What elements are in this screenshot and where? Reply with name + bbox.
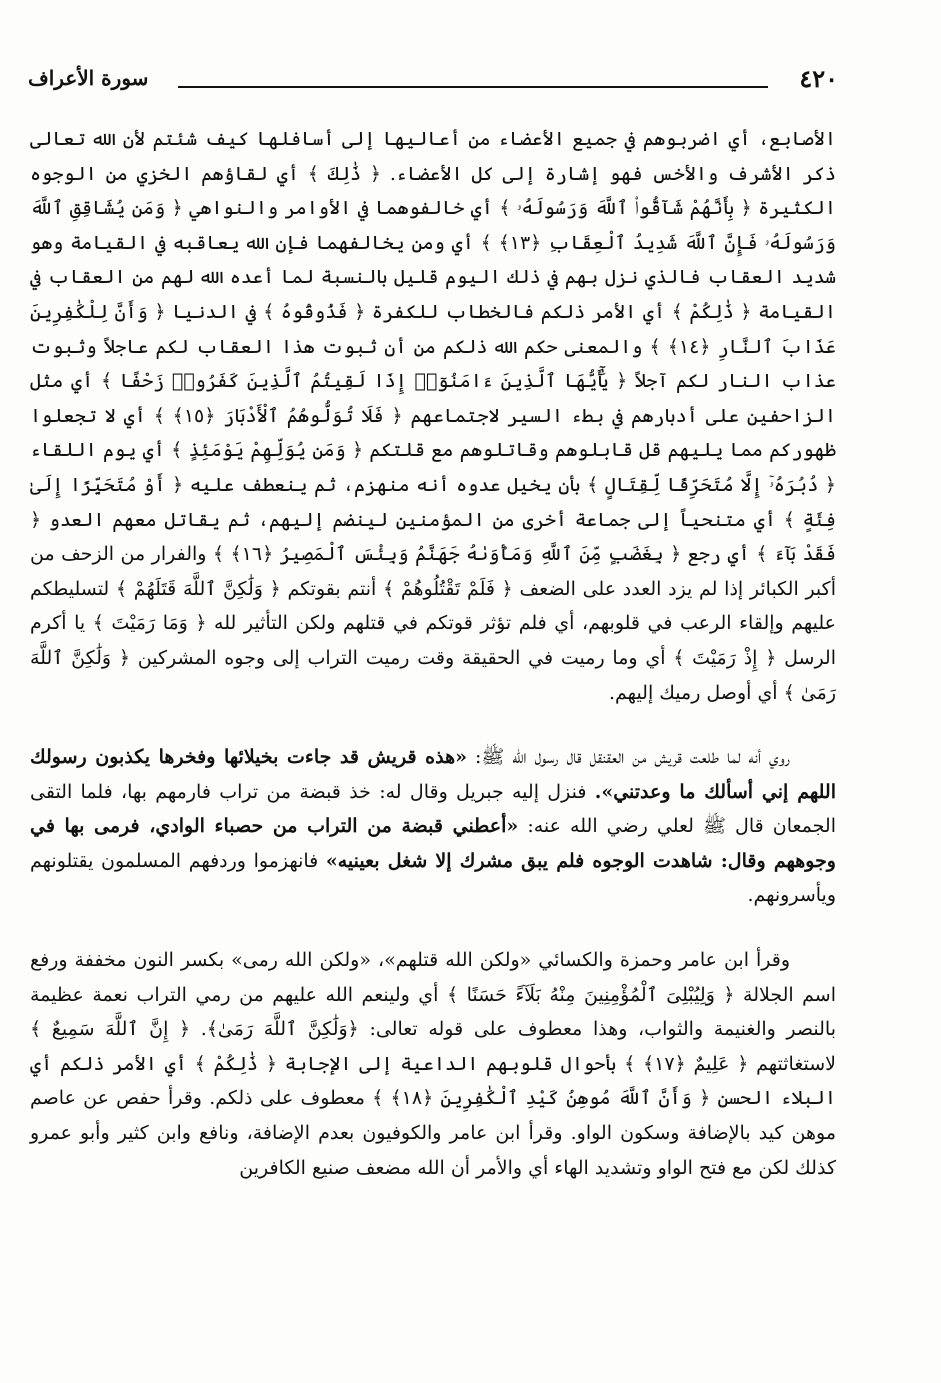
hadith-quote-1: «هذه قريش قد جاءت بخيلائها وفخرها يكذبون رسولك اللهم إني أسألك ما وعدتني». [30, 746, 836, 803]
narration-intro: روي أنه لما طلعت قريش من العقنقل قال رسول الله ﷺ: [466, 746, 790, 769]
page-header [28, 62, 838, 96]
header-divider [178, 86, 768, 88]
paragraph-commentary-verses: الأصابع، أي اضربوهم في جميع الأعضاء من أعاليها إلى أسافلها كيف شئتم لأن الله تعالى ذكر الأشرف والأخس فهو إشارة إلى كل الأعضاء. ﴿ ذَٰلِكَ ﴾ أي لقاؤهم الخزي من الوجوه الكثيرة ﴿ بِأَنَّهُمْ شَآقُّوا۟ ٱللَّهَ وَرَسُولَهُۥ ﴾ أي خالفوهما في الأوامر والنواهي ﴿ وَمَن يُشَاقِقِ ٱللَّهَ وَرَسُولَهُۥ فَإِنَّ ٱللَّهَ شَدِيدُ ٱلْعِقَابِ ﴿١٣﴾ ﴾ أي ومن يخالفهما فإن الله يعاقبه في القيامة وهو شديد العقاب فالذي نزل بهم في ذلك اليوم قليل بالنسبة لما أعده الله لهم من العقاب في القيامة ﴿ ذَٰلِكُمْ ﴾ أي الأمر ذلكم فالخطاب للكفرة ﴿ فَذُوقُوهُ ﴾ في الدنيا ﴿ وَأَنَّ لِلْكَٰفِرِينَ عَذَابَ ٱلنَّارِ ﴿١٤﴾ ﴾ والمعنى حكم الله ذلكم من أن ثبوت هذا العقاب لكم عاجلاً وثبوت عذاب النار لكم آجلاً ﴿ يَٰٓأَيُّهَا ٱلَّذِينَ ءَامَنُوٓا۟ إِذَا لَقِيتُمُ ٱلَّذِينَ كَفَرُوا۟ زَحْفًا ﴾ أي مثل الزاحفين على أدبارهم في بطء السير لاجتماعهم ﴿ فَلَا تُوَلُّوهُمُ ٱلْأَدْبَارَ ﴿١٥﴾ ﴾ أي لا تجعلوا ظهوركم مما يليهم قل قابلوهم وقاتلوهم مع قلتكم ﴿ وَمَن يُوَلِّهِمْ يَوْمَئِذٍ ﴾ أي يوم اللقاء ﴿ دُبُرَهُۥٓ إِلَّا مُتَحَرِّفًا لِّقِتَالٍ ﴾ بأن يخيل عدوه أنه منهزم، ثم ينعطف عليه ﴿ أَوْ مُتَحَيِّزًا إِلَىٰ فِئَةٍ ﴾ أي متنحياً إلى جماعة أخرى من المؤمنين لينضم إليهم، ثم يقاتل معهم العدو ﴿ فَقَدْ بَآءَ ﴾ أي رجع ﴿ بِغَضَبٍ مِّنَ ٱللَّهِ وَمَأْوَىٰهُ جَهَنَّمُ وَبِئْسَ ٱلْمَصِيرُ ﴿١٦﴾ ﴾ والفرار من الزحف من أكبر الكبائر إذا لم يزد العدد على الضعف ﴿ فَلَمْ تَقْتُلُوهُمْ ﴾ أنتم بقوتكم ﴿ وَلَٰكِنَّ ٱللَّهَ قَتَلَهُمْ ﴾ لتسليطكم عليهم وإلقاء الرعب في قلوبهم، أي فلم تؤثر قوتكم في قتلهم ولكن التأثير لله ﴿ وَمَا رَمَيْتَ ﴾ يا أكرم الرسل ﴿ إِذْ رَمَيْتَ ﴾ أي وما رميت في الحقيقة وقت رميت التراب إلى وجوه المشركين ﴿ وَلَٰكِنَّ ٱللَّهَ رَمَىٰ ﴾ أي أوصل رميك إليهم. [30, 128, 837, 704]
tafsir-body [30, 122, 836, 1185]
page-number: ٤٢٠ [799, 64, 838, 93]
narration-middle: فنزل إليه جبريل وقال له: خذ قبضة من تراب فارمهم بها، فلما التقى الجمعان قال ﷺ لعلي رضي الله عنه: [30, 780, 837, 838]
narration-end: فانهزموا وردفهم المسلمون يقتلونهم ويأسرونهم. [30, 849, 836, 907]
hadith-quote-2: «أعطني قبضة من التراب من حصباء الوادي، فرمى بها في وجوههم وقال: شاهدت الوجوه فلم يبق مشرك إلا شغل بعينيه» [30, 815, 836, 872]
surah-title: سورة الأعراف [28, 66, 149, 90]
paragraph-narration [30, 740, 836, 913]
paragraph-readings: وقرأ ابن عامر وحمزة والكسائي «ولكن الله قتلهم»، «ولكن الله رمى» بكسر النون مخففة ورفع اسم الجلالة ﴿ وَلِيُبْلِىَ ٱلْمُؤْمِنِينَ مِنْهُ بَلَآءً حَسَنًا ﴾ أي ولينعم الله عليهم من رمي التراب نعمة عظيمة بالنصر والغنيمة والثواب، وهذا معطوف على قوله تعالى: ﴿وَلَٰكِنَّ ٱللَّهَ رَمَىٰ﴾. ﴿ إِنَّ ٱللَّهَ سَمِيعٌ ﴾ لاستغاثتهم ﴿ عَلِيمٌ ﴿١٧﴾ ﴾ بأحوال قلوبهم الداعية إلى الإجابة ﴿ ذَٰلِكُمْ ﴾ أي الأمر ذلكم أي البلاء الحسن ﴿ وَأَنَّ ٱللَّهَ مُوهِنُ كَيْدِ ٱلْكَٰفِرِينَ ﴿١٨﴾ ﴾ معطوف على ذلكم. وقرأ حفص عن عاصم موهن كيد بالإضافة وسكون الواو. وقرأ ابن عامر والكوفيون بعدم الإضافة، ونافع وابن كثير وأبو عمرو كذلك لكن مع فتح الواو وتشديد الهاء أي والأمر أن الله مضعف صنيع الكافرين [30, 949, 836, 1179]
